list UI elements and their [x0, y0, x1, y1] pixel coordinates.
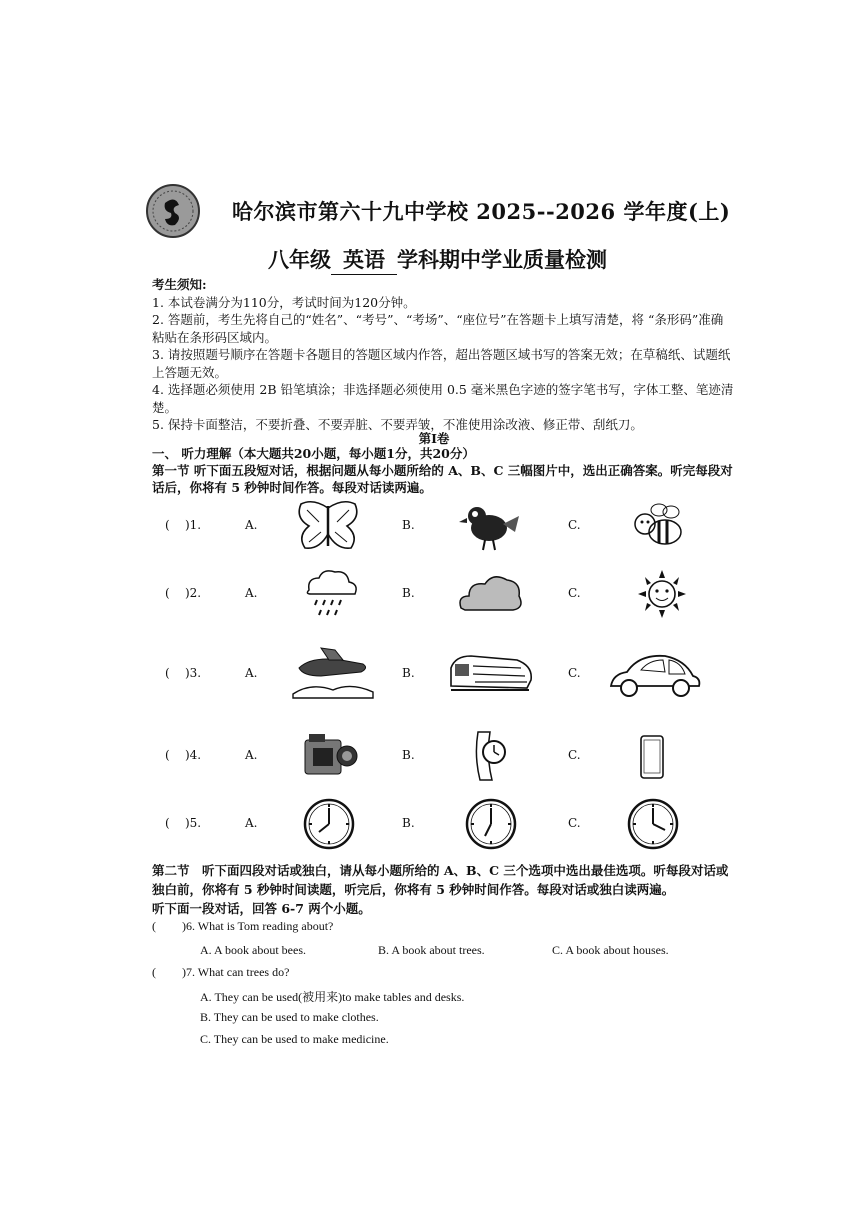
car-icon	[605, 646, 705, 702]
clock-icon	[621, 796, 691, 852]
picture-question: ( )2. A. B. C.	[165, 566, 725, 626]
question-number: )1.	[184, 518, 202, 532]
notes-item: 3. 请按照题号顺序在答题卡各题目的答题区域内作答，超出答题区域书写的答案无效；在草稿纸、试题纸上答题无效。	[152, 347, 731, 380]
section1-heading: 一、 听力理解（本大题共20小题，每小题1分，共20分）	[152, 446, 475, 461]
notes-item: 2. 答题前，考生先将自己的“姓名”、“考号”、“考场”、“座位号”在答题卡上填写清楚，将 “条形码”准确粘贴在条形码区域内。	[152, 312, 724, 345]
picture-question: ( )4. A. B. C.	[165, 728, 725, 788]
option-a-label: A.	[245, 518, 258, 532]
bee-icon	[625, 498, 695, 554]
watch-icon	[460, 728, 530, 784]
option-c-label: C.	[568, 748, 581, 762]
question-number: )2.	[184, 586, 202, 600]
notes-heading: 考生须知:	[152, 277, 207, 292]
clock-icon	[297, 796, 367, 852]
option-b-label: B.	[402, 586, 415, 600]
picture-question: ( )5. A. B. C.	[165, 796, 725, 856]
option-c-label: C.	[568, 518, 581, 532]
exam-title: 哈尔滨市第六十九中学校 2025--2026 学年度(上)	[232, 199, 731, 224]
section2-instruction: 第二节 听下面四段对话或独白，请从每小题所给的 A、B、C 三个选项中选出最佳选项。听每段对话或独白前，你将有 5 秒钟时间读题，听完后，你将有 5 秒钟时间作答。每段对话或独白读两遍。	[152, 863, 729, 897]
q6-stem: )6. What is Tom reading about?	[182, 919, 334, 933]
subject-label: 英语	[331, 244, 397, 275]
picture-question: ( )3. A. B. C.	[165, 646, 725, 706]
notes-item: 4. 选择题必须使用 2B 铅笔填涂；非选择题必须使用 0.5 毫米黑色字迹的签字笔书写，字体工整、笔迹清楚。	[152, 382, 734, 415]
notes-item: 1. 本试卷满分为110分，考试时间为120分钟。	[152, 294, 416, 310]
train-icon	[447, 646, 535, 702]
subtitle-suffix: 学科期中学业质量检测	[397, 247, 607, 272]
bird-icon	[457, 498, 527, 554]
picture-question: ( )1. A. B. C.	[165, 498, 725, 558]
option-a-label: A.	[245, 586, 258, 600]
question-number: )5.	[184, 816, 202, 830]
option-c-label: C.	[568, 666, 581, 680]
camera-icon	[295, 728, 365, 784]
option-a-label: A.	[245, 748, 258, 762]
rain-cloud-icon	[295, 566, 365, 622]
option-b-label: B.	[402, 816, 415, 830]
question-number: )3.	[184, 666, 202, 680]
plane-icon	[291, 646, 375, 702]
school-logo-icon	[145, 183, 201, 239]
sun-icon	[627, 566, 697, 622]
option-b-label: B.	[402, 748, 415, 762]
q6-option-b: B. A book about trees.	[378, 943, 485, 957]
q6-option-a: A. A book about bees.	[200, 943, 306, 957]
cloud-icon	[455, 566, 525, 622]
option-a-label: A.	[245, 816, 258, 830]
section2	[152, 861, 734, 918]
exam-subtitle	[268, 244, 607, 275]
butterfly-icon	[293, 498, 363, 554]
grade-label: 八年级	[268, 247, 331, 272]
clock-icon	[459, 796, 529, 852]
q7-option-c: C. They can be used to make medicine.	[200, 1032, 389, 1046]
option-c-label: C.	[568, 816, 581, 830]
option-a-label: A.	[245, 666, 258, 680]
question-number: )4.	[184, 748, 202, 762]
q6-option-c: C. A book about houses.	[552, 943, 669, 957]
q7-option-b: B. They can be used to make clothes.	[200, 1010, 379, 1024]
exam-notes	[152, 276, 734, 434]
section1	[152, 445, 734, 496]
phone-icon	[627, 728, 697, 784]
option-b-label: B.	[402, 518, 415, 532]
section2-sub: 听下面一段对话，回答 6-7 两个小题。	[152, 901, 371, 916]
option-b-label: B.	[402, 666, 415, 680]
notes-item: 5. 保持卡面整洁，不要折叠、不要弄脏、不要弄皱，不准使用涂改液、修正带、刮纸刀。	[152, 417, 643, 432]
option-c-label: C.	[568, 586, 581, 600]
section1-instruction: 第一节 听下面五段短对话，根据问题从每小题所给的 A、B、C 三幅图片中，选出正确答案。听完每段对话后，你将有 5 秒钟时间作答。每段对话读两遍。	[152, 463, 733, 495]
q7-option-a: A. They can be used(被用来)to make tables and desks.	[200, 990, 465, 1004]
q7-stem: )7. What can trees do?	[182, 965, 290, 979]
part-label: 第Ⅰ卷	[418, 431, 450, 446]
